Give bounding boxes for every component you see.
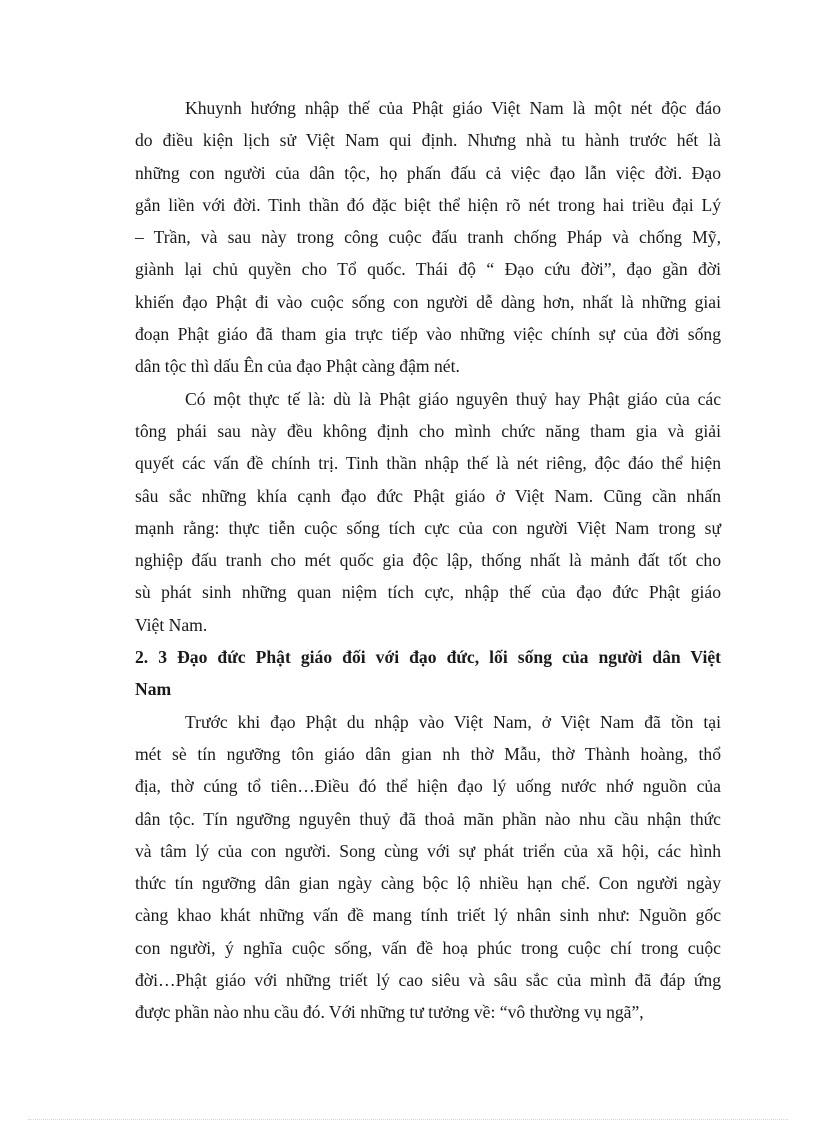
text-line: Có một thực tế là: dù là Phật giáo nguyên thuỷ hay Phật giáo của các [185,388,721,409]
paragraph-1 [135,92,721,383]
text-line: Khuynh hướng nhập thế của Phật giáo Việt Nam là một nét độc đáo [185,98,721,118]
text-line: nghiệp đấu tranh cho mét quốc gia độc lập, thống nhất là mảnh đất tốt cho [135,550,721,571]
text-line: Việt Nam. [135,614,208,635]
heading-line: 2. 3 Đạo đức Phật giáo đối với đạo đức, lối sống của người dân Việt [135,647,721,668]
text-line: mét sè tín ngưỡng tôn giáo dân gian nh thờ Mẫu, thờ Thành hoàng, thổ [135,743,721,764]
text-line: dân tộc thì dấu Ên của đạo Phật càng đậm nét. [135,356,460,377]
text-line: thức tín ngưỡng dân gian ngày càng bộc lộ nhiều hạn chế. Con người ngày [135,873,721,894]
text-line: mạnh rằng: thực tiễn cuộc sống tích cực của con người Việt Nam trong sự [135,517,721,538]
paragraph-3 [135,706,721,1029]
text-line: do điều kiện lịch sử Việt Nam qui định. Nhưng nhà tu hành trước hết là [135,130,721,151]
text-line: được phần nào nhu cầu đó. Với những tư tưởng về: “vô thường vụ ngã”, [135,1002,644,1023]
text-line: giành lại chủ quyền cho Tổ quốc. Thái độ “ Đạo cứu đời”, đạo gần đời [135,259,721,280]
text-line: dân tộc. Tín ngưỡng nguyên thuỷ đã thoả mãn phần nào nhu cầu nhận thức [135,808,721,829]
text-line: sâu sắc những khía cạnh đạo đức Phật giáo ở Việt Nam. Cũng cần nhấn [135,485,721,506]
text-line: sù phát sinh những quan niệm tích cực, nhập thế của đạo đức Phật giáo [135,582,721,603]
text-line: và tâm lý của con người. Song cùng với sự phát triển của xã hội, các hình [135,840,721,861]
text-line: khiến đạo Phật đi vào cuộc sống con người dễ dàng hơn, nhất là những giai [135,291,721,312]
text-line: những con người của dân tộc, họ phấn đấu cả việc đạo lẫn việc đời. Đạo [135,162,721,183]
section-heading [135,641,721,706]
heading-line: Nam [135,679,172,700]
document-body [135,92,721,1029]
text-line: quyết các vấn đề chính trị. Tinh thần nhập thế là nét riêng, độc đáo thể hiện [135,453,721,474]
text-line: – Trần, và sau này trong công cuộc đấu tranh chống Pháp và chống Mỹ, [135,227,721,248]
text-line: đời…Phật giáo với những triết lý cao siêu và sâu sắc của mình đã đáp ứng [135,970,721,991]
paragraph-2 [135,383,721,641]
text-line: Trước khi đạo Phật du nhập vào Việt Nam, ở Việt Nam đã tồn tại [185,711,721,732]
text-line: càng khao khát những vấn đề mang tính triết lý nhân sinh như: Nguồn gốc [135,905,721,926]
text-line: địa, thờ cúng tổ tiên…Điều đó thể hiện đạo lý uống nước nhớ nguồn của [135,776,721,797]
page-bottom-rule [28,1119,788,1120]
text-line: gắn liền với đời. Tinh thần đó đặc biệt thể hiện rõ nét trong hai triều đại Lý [135,194,721,215]
text-line: con người, ý nghĩa cuộc sống, vấn đề hoạ phúc trong cuộc chí trong cuộc [135,937,721,958]
text-line: tông phái sau này đều không định cho mình chức năng tham gia và giải [135,420,721,441]
text-line: đoạn Phật giáo đã tham gia trực tiếp vào những việc chính sự của đời sống [135,324,721,345]
